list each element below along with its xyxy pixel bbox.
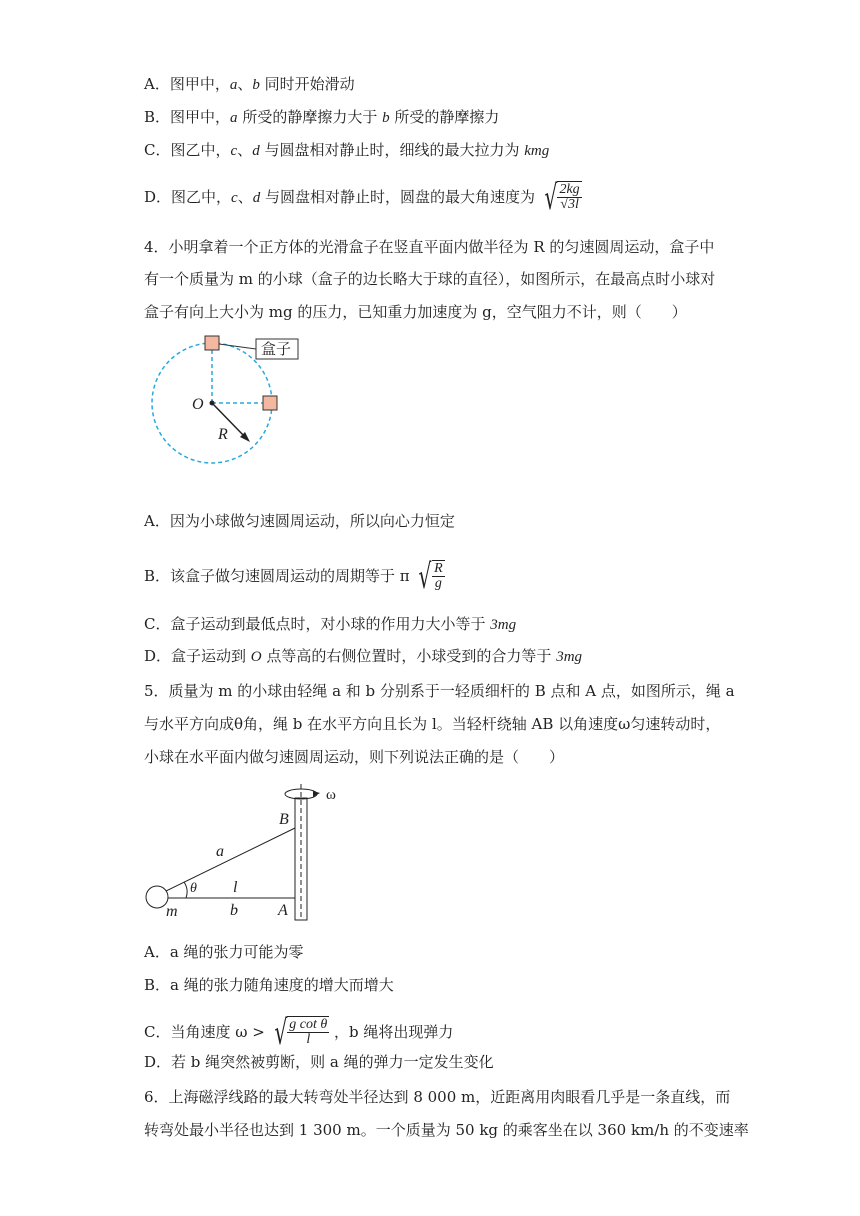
option-text: 与圆盘相对静止时，圆盘的最大角速度为 bbox=[260, 188, 536, 206]
option-label: A． bbox=[144, 75, 170, 93]
option-text: 图甲中， bbox=[170, 108, 231, 126]
rope-a-label: a bbox=[216, 843, 224, 860]
q5-stem-line-1: 5．质量为 m 的小球由轻绳 a 和 b 分别系于一轻质细杆的 B 点和 A 点，如图所示，绳 a bbox=[144, 682, 735, 700]
fraction bbox=[287, 1018, 329, 1047]
mass-label: m bbox=[166, 903, 178, 920]
numerator: R bbox=[434, 561, 443, 576]
q5-figure bbox=[140, 780, 360, 930]
q6-stem-line-1: 6．上海磁浮线路的最大转弯处半径达到 8 000 m，近距离用肉眼看几乎是一条直线，而 bbox=[144, 1088, 731, 1106]
length-l-label: l bbox=[233, 879, 238, 896]
var-c: c bbox=[231, 190, 238, 206]
denominator: g bbox=[434, 576, 442, 591]
q3-option-c bbox=[144, 140, 549, 161]
q4-stem-line-1: 4．小明拿着一个正方体的光滑盒子在竖直平面内做半径为 R 的匀速圆周运动，盒子中 bbox=[144, 238, 715, 256]
denominator: √3l bbox=[560, 197, 579, 212]
expression-3mg: 3mg bbox=[490, 617, 517, 633]
box-label: 盒子 bbox=[261, 340, 292, 358]
option-label: C． bbox=[144, 141, 171, 159]
ball bbox=[146, 886, 168, 908]
var-a: a bbox=[230, 110, 238, 126]
separator: 、 bbox=[237, 75, 253, 93]
option-text: C．盒子运动到最低点时，对小球的作用力大小等于 bbox=[144, 615, 491, 633]
var-o: O bbox=[250, 649, 262, 665]
point-b-label: B bbox=[279, 811, 289, 828]
denominator: l bbox=[306, 1032, 311, 1047]
box-top bbox=[205, 336, 219, 350]
q3-option-d bbox=[144, 178, 582, 218]
fraction bbox=[432, 562, 445, 591]
q3-option-b bbox=[144, 107, 499, 128]
theta-label: θ bbox=[190, 881, 197, 896]
var-d: d bbox=[252, 143, 260, 159]
rope-b-label: b bbox=[230, 902, 238, 919]
q3-option-a bbox=[144, 74, 355, 95]
option-text: 同时开始滑动 bbox=[259, 75, 355, 93]
separator: 、 bbox=[237, 188, 253, 206]
box-right bbox=[263, 396, 277, 410]
option-text: D．盒子运动到 bbox=[144, 647, 251, 665]
option-text: ，b 绳将出现弹力 bbox=[334, 1023, 454, 1041]
option-label: D． bbox=[144, 188, 172, 206]
var-c: c bbox=[230, 143, 238, 159]
numerator: g cot θ bbox=[289, 1017, 328, 1032]
option-text: 图甲中， bbox=[169, 75, 230, 93]
option-text: 与圆盘相对静止时，细线的最大拉力为 bbox=[259, 141, 525, 159]
q4-stem-line-3: 盒子有向上大小为 mg 的压力，已知重力加速度为 g，空气阻力不计，则（ ） bbox=[144, 303, 687, 321]
expression-kmg: kmg bbox=[524, 143, 550, 159]
var-d: d bbox=[252, 190, 261, 206]
option-text: 所受的静摩擦力大于 bbox=[237, 108, 383, 126]
sqrt-expression: √ $\frac{\text{g cot θ}}{l}$ bbox=[273, 1013, 328, 1053]
theta-arc bbox=[184, 882, 187, 898]
var-a: a bbox=[229, 77, 238, 93]
fraction bbox=[557, 183, 581, 212]
q5-option-c bbox=[144, 1013, 454, 1053]
q5-option-b: B．a 绳的张力随角速度的增大而增大 bbox=[144, 976, 394, 994]
q4-option-a: A．因为小球做匀速圆周运动，所以向心力恒定 bbox=[144, 512, 455, 530]
omega-label: ω bbox=[326, 787, 336, 803]
separator: 、 bbox=[237, 141, 253, 159]
q5-option-a: A．a 绳的张力可能为零 bbox=[144, 943, 304, 961]
q5-stem-line-3: 小球在水平面内做匀速圆周运动，则下列说法正确的是（ ） bbox=[144, 748, 565, 766]
var-b: b bbox=[252, 77, 260, 93]
q4-stem-line-2: 有一个质量为 m 的小球（盒子的边长略大于球的直径），如图所示，在最高点时小球对 bbox=[144, 270, 716, 288]
center-label: O bbox=[192, 396, 204, 413]
q6-stem-line-2: 转弯处最小半径也达到 1 300 m。一个质量为 50 kg 的乘客坐在以 360 km/h 的不变速率 bbox=[144, 1121, 749, 1139]
sqrt-expression: √ $\frac{2kg}{√3l}$ bbox=[544, 178, 580, 218]
point-a-label: A bbox=[278, 902, 288, 919]
q5-stem-line-2: 与水平方向成θ角，绳 b 在水平方向且长为 l。当轻杆绕轴 AB 以角速度ω匀速转动时， bbox=[144, 715, 721, 733]
option-text: 图乙中， bbox=[170, 141, 231, 159]
option-label: B． bbox=[144, 108, 171, 126]
q5-option-d: D．若 b 绳突然被剪断，则 a 绳的弹力一定发生变化 bbox=[144, 1053, 494, 1071]
q4-figure bbox=[140, 330, 310, 465]
option-text: 图乙中， bbox=[171, 188, 232, 206]
numerator: 2kg bbox=[559, 182, 580, 197]
q4-option-d bbox=[144, 646, 582, 667]
option-text: 所受的静摩擦力 bbox=[389, 108, 500, 126]
option-text: C．当角速度 ω > bbox=[144, 1023, 265, 1041]
radius-label: R bbox=[218, 426, 228, 443]
option-text: 点等高的右侧位置时，小球受到的合力等于 bbox=[261, 647, 557, 665]
rope-a bbox=[166, 828, 295, 891]
var-b: b bbox=[382, 110, 390, 126]
rotation-arrow bbox=[313, 791, 320, 797]
expression-3mg: 3mg bbox=[556, 649, 583, 665]
option-text: B．该盒子做匀速圆周运动的周期等于 π bbox=[144, 567, 410, 585]
q4-option-b bbox=[144, 557, 445, 597]
sqrt-expression: √ $\frac{R}{g}$ bbox=[418, 557, 443, 597]
q4-option-c bbox=[144, 614, 516, 635]
